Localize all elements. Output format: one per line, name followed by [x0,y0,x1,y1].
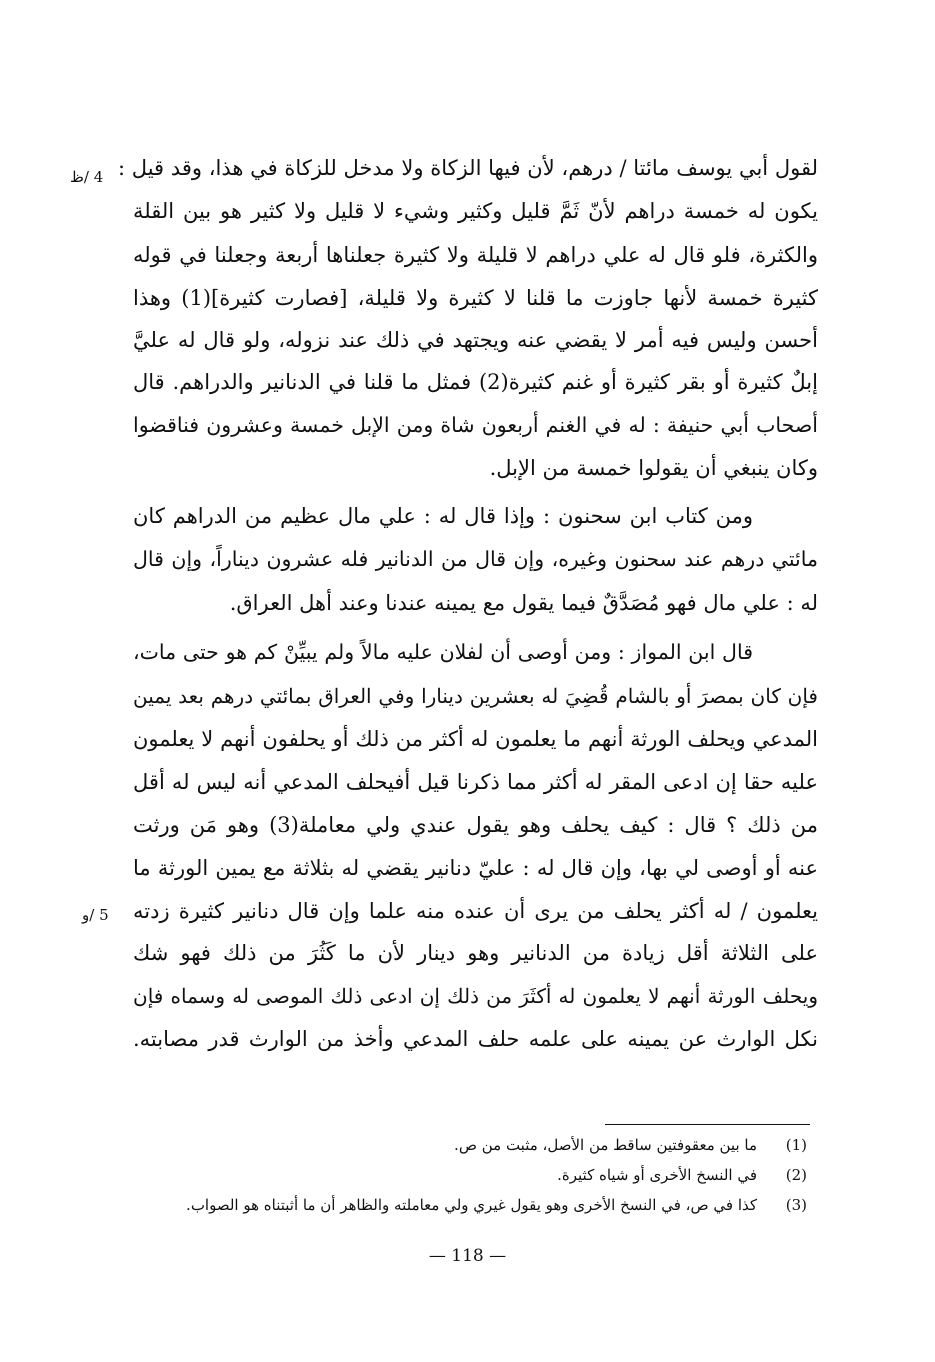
text-line: ومن كتاب ابن سحنون : وإذا قال له : علي مال عظيم من الدراهم كان [133,504,753,528]
footnote-number: (2) [785,1166,807,1184]
page-number: — 118 — [428,1246,507,1266]
footnote-text: كذا في ص، في النسخ الأخرى وهو يقول غيري ولي معاملته والظاهر أن ما أثبتناه هو الصواب. [186,1196,757,1214]
text-line: إبلٌ كثيرة أو بقر كثيرة أو غنم كثيرة(2) فمثل ما قلنا في الدنانير والدراهم. قال [133,370,818,394]
footnote-number: (3) [785,1196,807,1214]
text-line: فإن كان بمصرَ أو بالشام قُضِيَ له بعشرين دينارا وفي العراق بمائتي درهم بعد يمين [133,684,818,708]
footnote-text: في النسخ الأخرى أو شياه كثيرة. [557,1166,757,1184]
text-line: يكون له خمسة دراهم لأنّ ثَمَّ قليل وكثير وشيء لا قليل ولا كثير هو بين القلة [133,199,818,223]
footnote-divider [605,1124,810,1125]
text-line: أصحاب أبي حنيفة : له في الغنم أربعون شاة ومن الإبل خمسة وعشرون فناقضوا [133,413,818,437]
text-line: وكان ينبغي أن يقولوا خمسة من الإبل. [489,456,818,480]
text-line: عليه حقا إن ادعى المقر له أكثر مما ذكرنا قيل أفيحلف المدعي أنه ليس له أقل [133,770,818,794]
text-line: لقول أبي يوسف مائتا / درهم، لأن فيها الزكاة ولا مدخل للزكاة في هذا، وقد قيل : [118,156,818,180]
text-line: والكثرة، فلو قال له علي دراهم لا قليلة ولا كثيرة جعلناها أربعة وجعلنا في قوله [133,243,818,267]
text-line: على الثلاثة أقل زيادة من الدنانير وهو دينار لأن ما كَثُرَ من ذلك فهو شك [133,941,818,965]
folio-marker: 4 /ظ [70,168,104,186]
text-line: عنه أو أوصى لي بها، وإن قال له : عليّ دنانير يقضي له بثلاثة مع يمين الورثة ما [133,856,818,880]
footnote-number: (1) [785,1136,807,1154]
text-line: أحسن وليس فيه أمر لا يقضي عنه ويجتهد في ذلك عند نزوله، ولو قال له عليَّ [133,328,818,352]
text-line: المدعي ويحلف الورثة أنهم ما يعلمون له أكثر من ذلك أو يحلفون أنهم لا يعلمون [133,727,818,751]
text-line: من ذلك ؟ قال : كيف يحلف وهو يقول عندي ولي معاملة(3) وهو مَن ورثت [133,813,818,837]
text-line: قال ابن المواز : ومن أوصى أن لفلان عليه مالاً ولم يبيِّنْ كم هو حتى مات، [133,640,754,664]
text-line: له : علي مال فهو مُصَدَّقٌ فيما يقول مع يمينه عندنا وعند أهل العراق. [229,591,818,615]
text-line: كثيرة خمسة لأنها جاوزت ما قلنا لا كثيرة ولا قليلة، [فصارت كثيرة](1) وهذا [133,286,818,310]
text-line: مائتي درهم عند سحنون وغيره، وإن قال من الدنانير فله عشرون ديناراً، وإن قال [133,547,818,571]
text-line: ويحلف الورثة أنهم لا يعلمون له أكثَرَ من ذلك إن ادعى ذلك الموصى له وسماه فإن [133,984,818,1008]
footnote-text: ما بين معقوفتين ساقط من الأصل، مثبت من ص. [454,1136,757,1154]
text-line: يعلمون / له أكثر يحلف من يرى أن عنده منه علما وإن قال دنانير كثيرة زدته [133,899,818,923]
folio-marker: 5 /و [82,906,109,924]
text-line: نكل الوارث عن يمينه على علمه حلف المدعي وأخذ من الوارث قدر مصابته. [133,1027,818,1051]
